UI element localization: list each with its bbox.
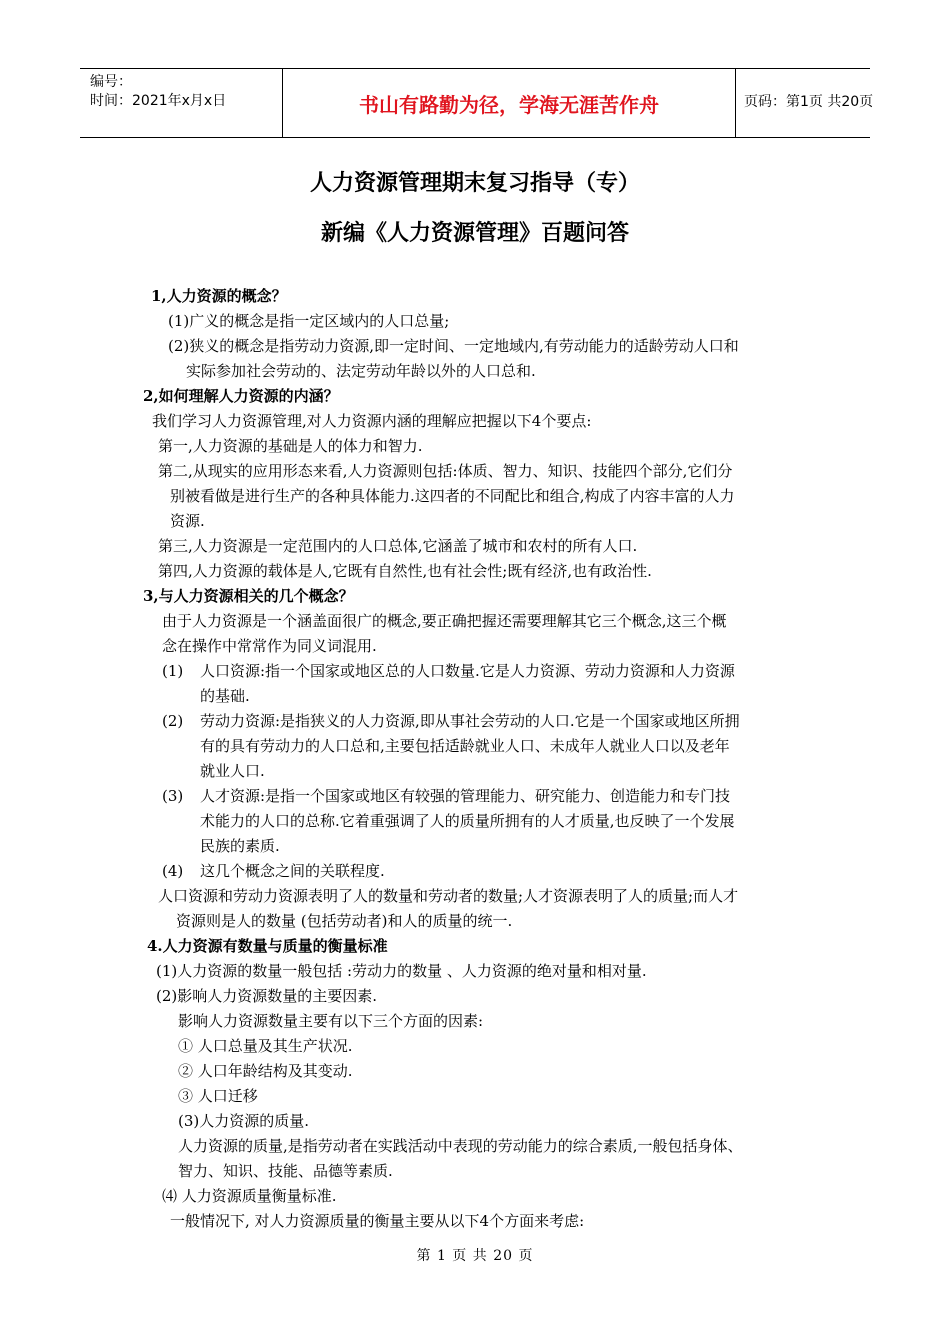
q1-paragraph: (1)广义的概念是指一定区域内的人口总量; — [168, 312, 450, 330]
q4-paragraph: 一般情况下, 对人力资源质量的衡量主要从以下4个方面来考虑: — [170, 1212, 585, 1230]
q3-paragraph: 由于人力资源是一个涵盖面很广的概念,要正确把握还需要理解其它三个概念,这三个概 — [162, 612, 727, 630]
q4-paragraph: (2)影响人力资源数量的主要因素. — [156, 987, 378, 1005]
page-info: 页码：第1页 共20页 — [744, 94, 874, 110]
list-item: 术能力的人口的总称.它着重强调了人的质量所拥有的人才质量,也反映了一个发展 — [200, 812, 735, 830]
document-title: 人力资源管理期末复习指导（专） — [309, 171, 640, 196]
q2-paragraph: 别被看做是进行生产的各种具体能力.这四者的不同配比和组合,构成了内容丰富的人力 — [170, 487, 735, 505]
list-item: 人口资源:指一个国家或地区总的人口数量.它是人力资源、劳动力资源和人力资源 — [200, 662, 735, 680]
header-right-cell — [736, 69, 874, 137]
q1-paragraph: 实际参加社会劳动的、法定劳动年龄以外的人口总和. — [186, 362, 536, 380]
q3-paragraph: 资源则是人的数量 (包括劳动者)和人的质量的统一. — [176, 912, 513, 930]
q4-paragraph: (3)人力资源的质量. — [178, 1112, 310, 1130]
list-item: 的基础. — [200, 687, 250, 705]
q4-paragraph: (1)人力资源的数量一般包括 :劳动力的数量 、人力资源的绝对量和相对量. — [156, 962, 647, 980]
list-item-number: (1) — [162, 662, 184, 680]
document-subtitle: 新编《人力资源管理》百题问答 — [320, 221, 629, 246]
q3-paragraph: 人口资源和劳动力资源表明了人的数量和劳动者的数量;人才资源表明了人的质量;而人才 — [158, 887, 739, 905]
q3-heading: 3,与人力资源相关的几个概念？ — [143, 587, 354, 605]
list-item: 民族的素质. — [200, 837, 280, 855]
q4-paragraph: 影响人力资源数量主要有以下三个方面的因素: — [178, 1012, 484, 1030]
q2-paragraph: 第二,从现实的应用形态来看,人力资源则包括:体质、智力、知识、技能四个部分,它们分 — [158, 462, 733, 480]
list-item: 有的具有劳动力的人口总和,主要包括适龄就业人口、未成年人就业人口以及老年 — [200, 737, 730, 755]
q2-paragraph: 第一,人力资源的基础是人的体力和智力. — [158, 437, 423, 455]
q3-paragraph: 念在操作中常常作为同义词混用. — [162, 637, 377, 655]
q2-paragraph: 资源. — [170, 512, 205, 530]
q2-paragraph: 第四,人力资源的载体是人,它既有自然性,也有社会性;既有经济,也有政治性. — [158, 562, 652, 580]
q1-heading: 1,人力资源的概念？ — [151, 287, 287, 305]
page-header — [80, 68, 874, 138]
list-item-number: (4) — [162, 862, 184, 880]
list-item: 就业人口. — [200, 762, 265, 780]
q4-heading: 4.人力资源有数量与质量的衡量标准 — [147, 937, 388, 955]
q4-paragraph: ⑷ 人力资源质量衡量标准. — [162, 1187, 337, 1205]
header-middle-cell — [282, 69, 736, 137]
page-footer: 第 1 页 共 20 页 — [416, 1248, 534, 1264]
q2-heading: 2,如何理解人力资源的内涵？ — [143, 387, 339, 405]
list-item-number: (3) — [162, 787, 184, 805]
list-item: ① 人口总量及其生产状况. — [178, 1037, 353, 1055]
list-item: ③ 人口迁移 — [178, 1087, 258, 1105]
list-item: 这几个概念之间的关联程度. — [200, 862, 385, 880]
list-item: 人才资源:是指一个国家或地区有较强的管理能力、研究能力、创造能力和专门技 — [200, 787, 731, 805]
list-item: ② 人口年龄结构及其变动. — [178, 1062, 353, 1080]
q4-paragraph: 人力资源的质量,是指劳动者在实践活动中表现的劳动能力的综合素质,一般包括身体、 — [178, 1137, 743, 1155]
motto: 书山有路勤为径，学海无涯苦作舟 — [359, 93, 659, 117]
q1-paragraph: (2)狭义的概念是指劳动力资源,即一定时间、一定地域内,有劳动能力的适龄劳动人口和 — [168, 337, 739, 355]
list-item: 劳动力资源:是指狭义的人力资源,即从事社会劳动的人口.它是一个国家或地区所拥 — [200, 712, 740, 730]
q2-paragraph: 第三,人力资源是一定范围内的人口总体,它涵盖了城市和农村的所有人口. — [158, 537, 638, 555]
q2-paragraph: 我们学习人力资源管理,对人力资源内涵的理解应把握以下4个要点: — [152, 412, 592, 430]
list-item-number: (2) — [162, 712, 184, 730]
q4-paragraph: 智力、知识、技能、品德等素质. — [178, 1162, 393, 1180]
time-label: 时间：2021年x月x日 — [90, 93, 227, 109]
header-left-cell — [80, 69, 282, 137]
number-label: 编号： — [90, 74, 132, 90]
